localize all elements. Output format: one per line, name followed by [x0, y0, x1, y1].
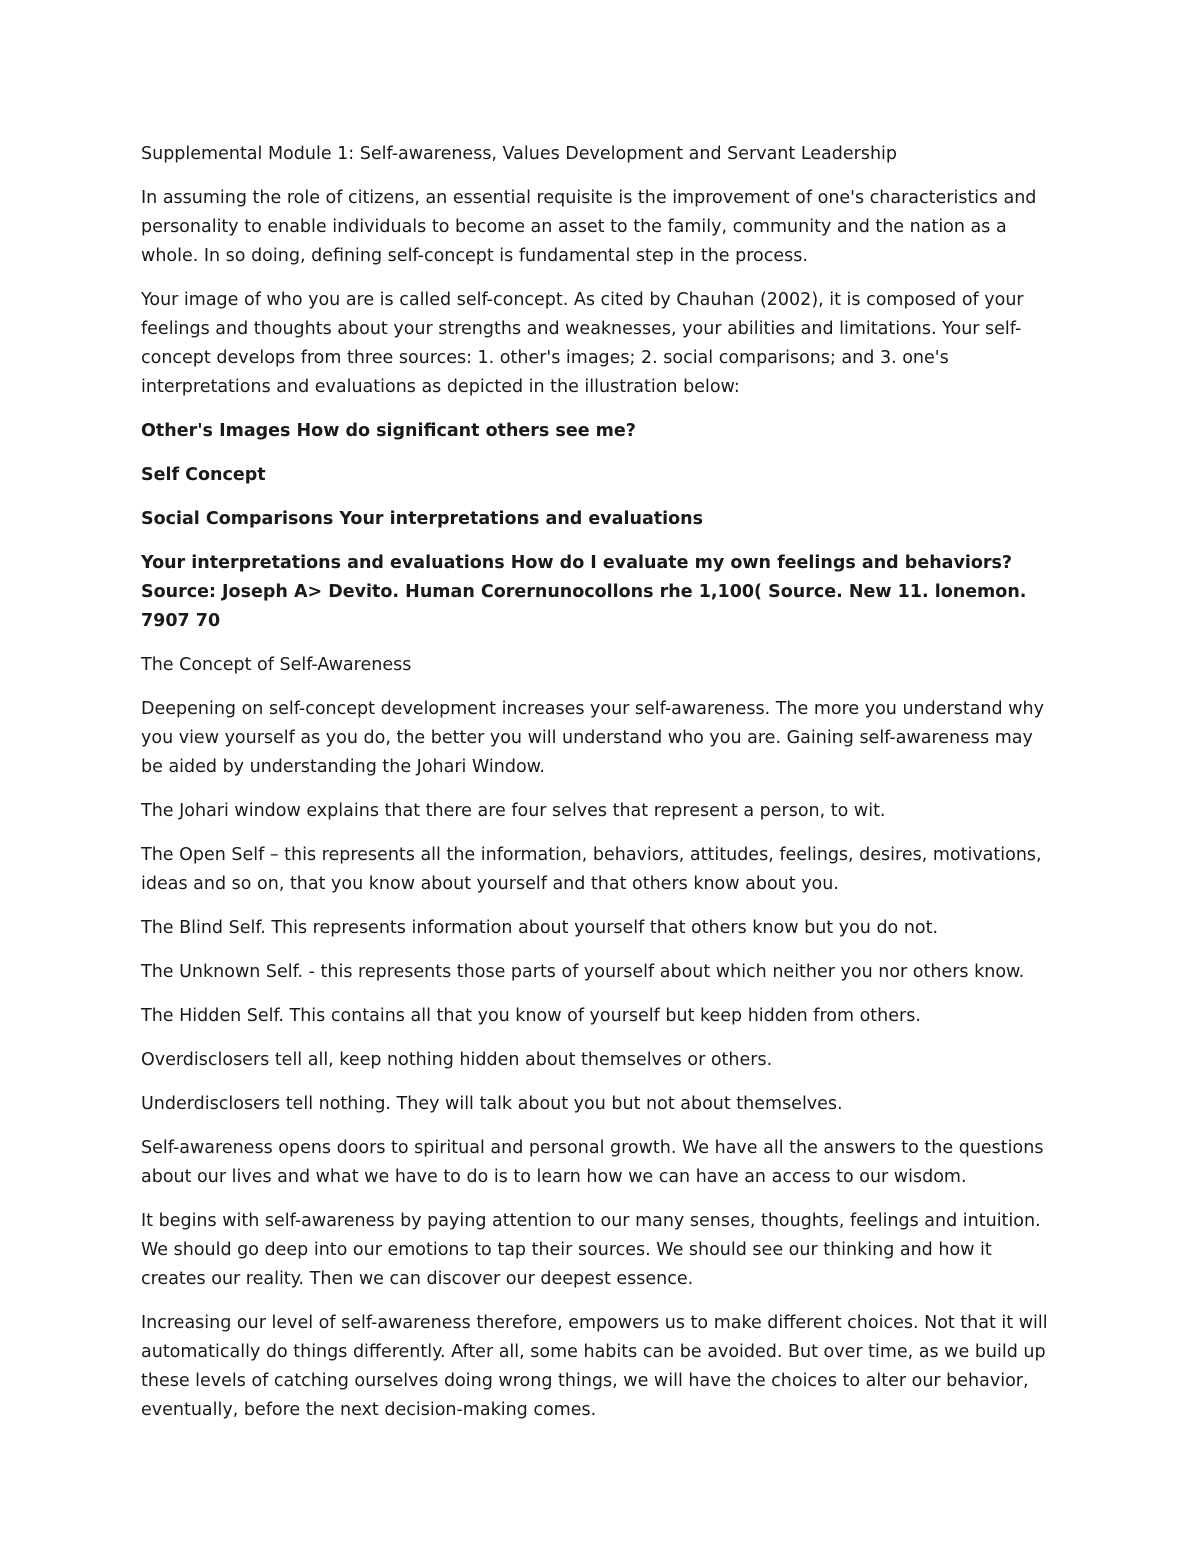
paragraph-choices: Increasing our level of self-awareness therefore, empowers us to make different choices. Not that it will automatically do things differently. After all, some habits can be avoided. But over time, as we build up these levels of catching ourselves doing wrong things, we will have the choices to alter our behavior, eventually, before the next decision-making comes. [141, 1313, 1048, 1420]
paragraph-blind-self: The Blind Self. This represents information about yourself that others know but you do not. [141, 918, 939, 938]
illustration-social-comparisons: Social Comparisons Your interpretations and evaluations [141, 509, 704, 529]
document-page [141, 140, 1056, 1440]
paragraph-growth: Self-awareness opens doors to spiritual and personal growth. We have all the answers to the questions about our lives and what we have to do is to learn how we can have an access to our wisdom. [141, 1138, 1044, 1187]
paragraph-self-concept: Your image of who you are is called self-concept. As cited by Chauhan (2002), it is composed of your feelings and thoughts about your strengths and weaknesses, your abilities and limitations. Your self-concept develops from three sources: 1. other's images; 2. social comparisons; and 3. one's interpretations and evaluations as depicted in the illustration below: [141, 290, 1024, 397]
paragraph-citizens: In assuming the role of citizens, an essential requisite is the improvement of one's characteristics and personality to enable individuals to become an asset to the family, community and the nation as a whole. In so doing, defining self-concept is fundamental step in the process. [141, 188, 1037, 266]
section-heading-self-awareness: The Concept of Self-Awareness [141, 655, 412, 675]
paragraph-attention: It begins with self-awareness by paying attention to our many senses, thoughts, feelings and intuition. We should go deep into our emotions to tap their sources. We should see our thinking and how it creates our reality. Then we can discover our deepest essence. [141, 1211, 1041, 1289]
document-title: Supplemental Module 1: Self-awareness, Values Development and Servant Leadership [141, 144, 898, 164]
paragraph-deepening: Deepening on self-concept development increases your self-awareness. The more you understand why you view yourself as you do, the better you will understand who you are. Gaining self-awareness may be aided by understanding the Johari Window. [141, 699, 1044, 777]
illustration-others-images: Other's Images How do significant others see me? [141, 421, 636, 441]
paragraph-unknown-self: The Unknown Self. - this represents those parts of yourself about which neither you nor others know. [141, 962, 1025, 982]
paragraph-open-self: The Open Self – this represents all the information, behaviors, attitudes, feelings, desires, motivations, ideas and so on, that you know about yourself and that others know about you. [141, 845, 1042, 894]
illustration-interpretations-source: Your interpretations and evaluations How do I evaluate my own feelings and behaviors? Source: Joseph A> Devito. Human Corernunocollons rhe 1,100( Source. New 11. lonemon. 7907 70 [141, 553, 1027, 631]
paragraph-johari-window: The Johari window explains that there are four selves that represent a person, to wit. [141, 801, 886, 821]
paragraph-hidden-self: The Hidden Self. This contains all that you know of yourself but keep hidden from others. [141, 1006, 921, 1026]
illustration-self-concept: Self Concept [141, 465, 266, 485]
paragraph-overdisclosers: Overdisclosers tell all, keep nothing hidden about themselves or others. [141, 1050, 773, 1070]
paragraph-underdisclosers: Underdisclosers tell nothing. They will talk about you but not about themselves. [141, 1094, 843, 1114]
